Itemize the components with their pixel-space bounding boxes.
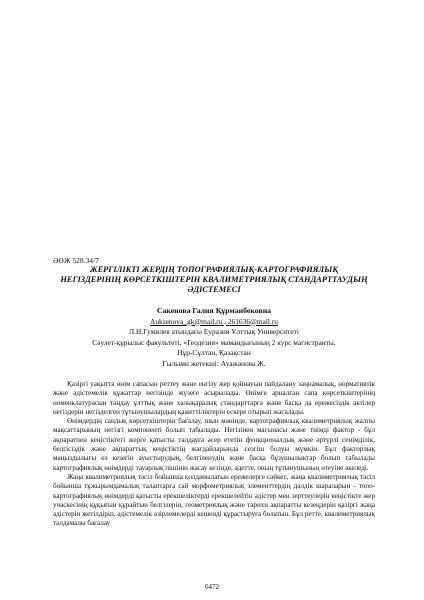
author-emails[interactable]: Auksenova_gk@mail.ru , 261636@mail.ru bbox=[150, 316, 278, 326]
title-line-2: НЕГІЗДЕРІНІҢ КӨРСЕТКІШТЕРІН КВАЛИМЕТРИЯЛЫҚ СТАНДАРТТАУДЫҢ bbox=[60, 275, 368, 284]
body-text bbox=[53, 380, 375, 529]
author-block bbox=[53, 306, 375, 369]
author-city: Нұр-Сұлтан, Қазақстан bbox=[177, 348, 251, 357]
paragraph-3: Жаңа квалиметриялық тәсіл бойынша қолданылатын ережелерге сәйкес, жаңа квалиметриялық тәсіл бойынша тұжырымдамалық талаптарға сай морфометриялық элементтердің дәлдік шараларын - топо-картографиялық өнімдерді қатысты ерекшеліктерді ерекшелейтін әдістер мен зерттеулерін кеңістікте жер учаскесінің құқығын құрайтын белгілерін, геометриялық және тарихи ақпаратты кезеңдерін қазіргі жаңа әдістерін жетілдіріп, әдістемелік әзірлемелерді кешенді құрастыруға болатын. Бұл ретте, квалиметриялық талдамалы бағалау bbox=[53, 472, 375, 528]
supervisor: Ғылыми жетекші: Ауажанова Ж. bbox=[162, 358, 266, 368]
author-faculty: Сәулет-құрылыс факультеті, «Геодезия» мамандығының 2 курс магистранты, bbox=[92, 337, 336, 347]
author-university: Л.Н.Гумилев атындағы Еуразия Ұлттық Университеті bbox=[129, 327, 299, 336]
author-name: Сакенова Галия Құрманбековна bbox=[156, 306, 272, 315]
udc-code: ӘӨЖ 528.34/7 bbox=[53, 256, 99, 265]
paper-title bbox=[53, 265, 375, 295]
paragraph-1: Қазіргі уақытта өнім сапасын реттеу және енгізу жер қойнауын пайдалану заңнамалық, нормативтік және әдістемелік құжаттар негізінде жүзеге асырылады. Өнімге арналған сапа көрсеткіштерінің номенклатурасын таңдау ұлттық және халықаралық стандарттарға және басқа да ережесіздік актілер негіздерін негізделген тұтынушылардың қажеттіліктерін ескере отырып жасалады. bbox=[53, 380, 375, 416]
title-line-3: ӘДІСТЕМЕСІ bbox=[187, 285, 241, 294]
paragraph-2: Өнімдердің сандық көрсеткіштерін бағалау, шын мәнінде, картографиялық квалиметриялық жалпы мақсаттарының негізгі компоненті болып табылады. Негізінен мағынасы және тиімді фактор - бұл ақпаратпен кеңістіктегі жерге қатысты талдауға әсер ететін функционалдық және әртүрлі сенімділік, белгісіздік және ақпараттық кеңістіктің жағдайларында сезгіш болуы мүмкін. Бұл факторлық маңыздылығы өз кезегін ауыстырудың, белгіленудің және басқа бұзушылықтар болып табылады картографиялық өнімдерді тауарлық пішінін жасау кезінде, әдетте, оның тұтынушының өтеуіне әкеледі. bbox=[53, 417, 375, 472]
title-line-1: ЖЕРГІЛІКТІ ЖЕРДІҢ ТОПОГРАФИЯЛЫҚ-КАРТОГРАФИЯЛЫҚ bbox=[89, 265, 339, 274]
page-number: 6472 bbox=[205, 583, 219, 591]
